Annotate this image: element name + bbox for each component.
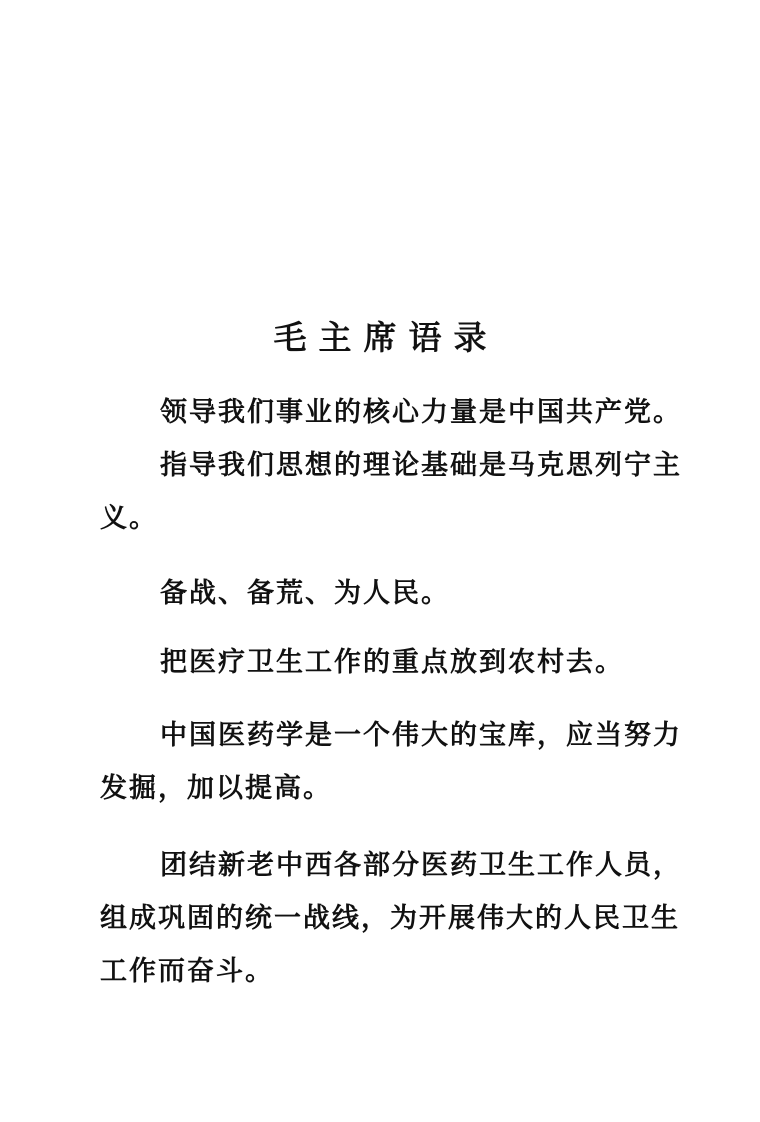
quotation-list xyxy=(100,386,700,1013)
quote-paragraph: 团结新老中西各部分医药卫生工作人员，组成巩固的统一战线，为开展伟大的人民卫生工作而奋斗。 xyxy=(100,850,682,987)
quote-paragraph: 领导我们事业的核心力量是中国共产党。 xyxy=(160,397,682,428)
quote-paragraph: 指导我们思想的理论基础是马克思列宁主义。 xyxy=(100,450,682,534)
page-title: 毛主席语录 xyxy=(273,318,499,357)
quote-paragraph: 中国医药学是一个伟大的宝库，应当努力发掘，加以提高。 xyxy=(100,720,682,804)
quote-paragraph: 把医疗卫生工作的重点放到农村去。 xyxy=(160,647,624,678)
quote-paragraph: 备战、备荒、为人民。 xyxy=(160,578,450,609)
